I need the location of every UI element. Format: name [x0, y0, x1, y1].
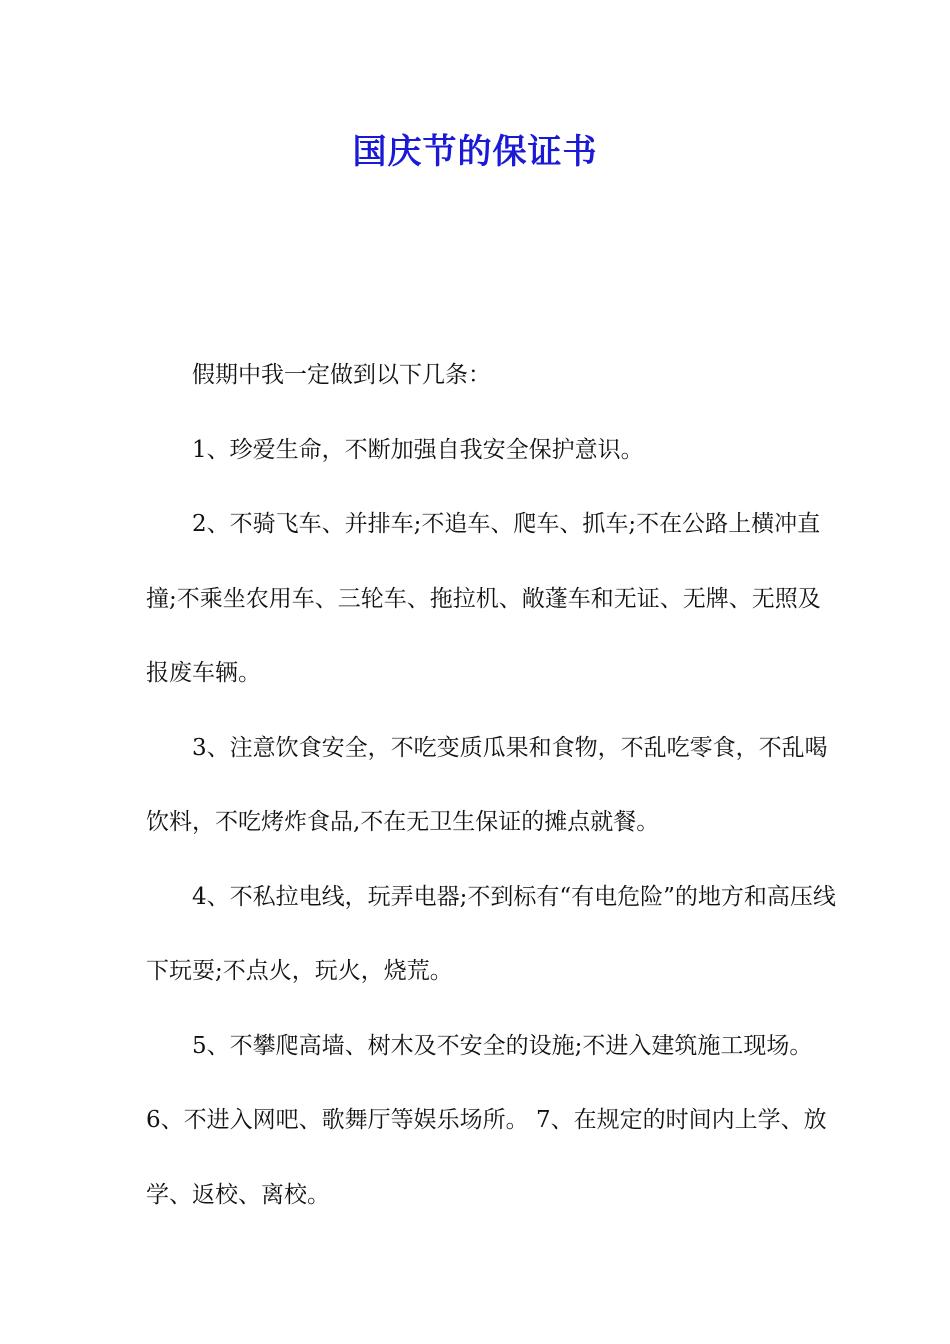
document-body — [146, 338, 836, 1232]
paragraph-item-5-7: 5、不攀爬高墙、树木及不安全的设施;不进入建筑施工现场。 6、不进入网吧、歌舞厅等娱乐场所。 7、在规定的时间内上学、放学、返校、离校。 — [146, 1032, 827, 1208]
paragraph-item-2: 2、不骑飞车、并排车;不追车、爬车、抓车;不在公路上横冲直撞;不乘坐农用车、三轮车、拖拉机、敞蓬车和无证、无牌、无照及报废车辆。 — [146, 511, 821, 686]
paragraph-intro: 假期中我一定做到以下几条： — [192, 362, 491, 388]
document-title: 国庆节的保证书 — [352, 132, 598, 172]
paragraph-item-3: 3、注意饮食安全，不吃变质瓜果和食物，不乱吃零食，不乱喝饮料，不吃烤炸食品,不在无卫生保证的摊点就餐。 — [146, 734, 828, 835]
paragraph-item-1: 1、珍爱生命，不断加强自我安全保护意识。 — [192, 436, 644, 463]
paragraph-item-4: 4、不私拉电线，玩弄电器;不到标有“有电危险”的地方和高压线下玩耍;不点火，玩火，烧荒。 — [146, 883, 836, 984]
